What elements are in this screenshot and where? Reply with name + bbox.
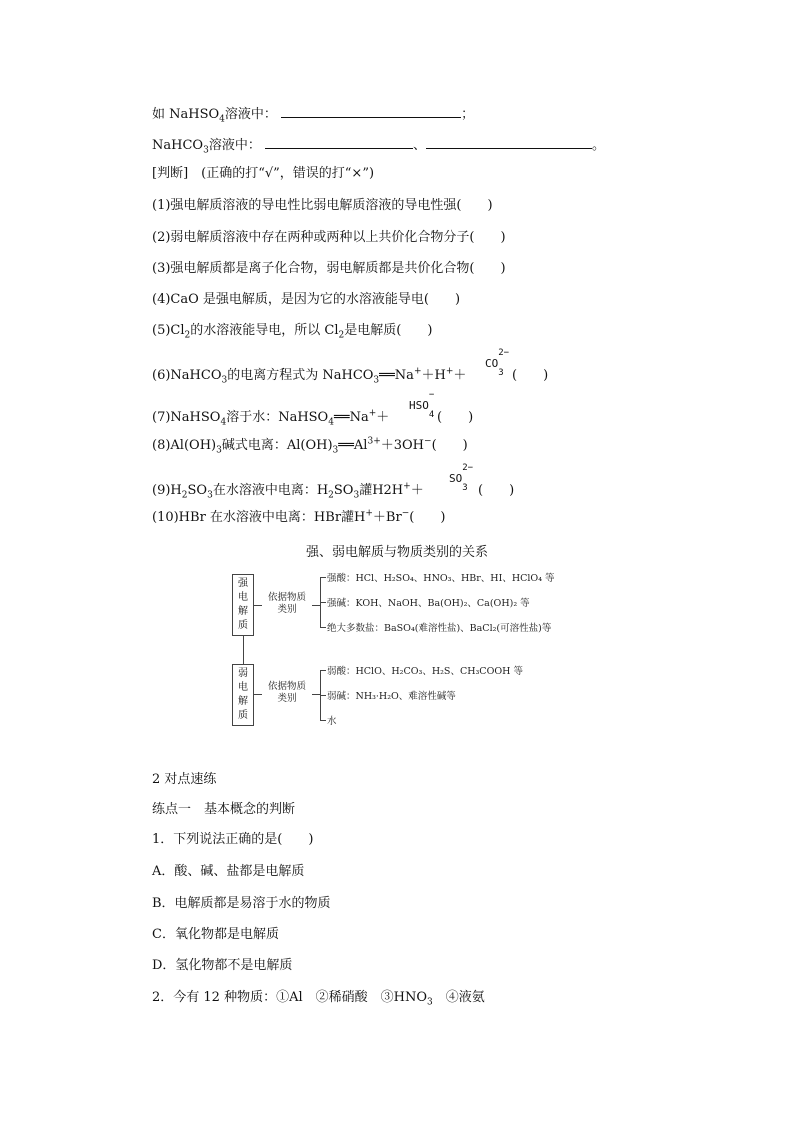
judge-item-7 xyxy=(152,410,389,426)
subscript: 4 xyxy=(220,417,227,428)
text: (9)H xyxy=(152,483,182,498)
judge-item-7-paren: ( ) xyxy=(437,410,474,425)
subscript: 2 xyxy=(184,330,191,341)
answer-blank[interactable] xyxy=(265,136,413,149)
weak-acid-item: 弱酸：HClO、H₂CO₃、H₂S、CH₃COOH 等 xyxy=(327,666,523,677)
text: 类别 xyxy=(277,693,297,704)
text: 电 xyxy=(238,592,248,603)
text: 溶液中： xyxy=(224,107,277,122)
text: (10)HBr 在水溶液中电离：HBr讙H xyxy=(152,510,366,525)
text: ④液氨 xyxy=(432,990,485,1005)
connector-line xyxy=(312,694,320,695)
salt-item: 绝大多数盐：BaSO₄(难溶性盐)、BaCl₂(可溶性盐)等 xyxy=(327,623,552,634)
text: ( ) xyxy=(409,510,446,525)
text: 强 xyxy=(238,578,248,589)
text: ； xyxy=(461,107,475,122)
text: SO xyxy=(449,472,463,485)
text: ＋Br xyxy=(372,510,402,525)
text: 是电解质( ) xyxy=(344,323,433,338)
subscript: 3 xyxy=(216,445,222,456)
subscript: 3 xyxy=(427,997,433,1008)
subscript: 3 xyxy=(353,490,360,501)
option-a: A．酸、碱、盐都是电解质 xyxy=(152,864,305,879)
basis-label-weak xyxy=(262,681,312,705)
text: 、 xyxy=(412,138,426,153)
text: NaHCO xyxy=(152,138,204,153)
connector-line xyxy=(320,627,326,628)
text: 。 xyxy=(591,138,605,153)
option-d: D．氢化物都不是电解质 xyxy=(152,958,293,973)
judge-header: [判断] (正确的打“√”，错误的打“×”) xyxy=(152,166,375,181)
connector-line xyxy=(254,694,262,695)
connector-line xyxy=(320,670,326,671)
answer-blank[interactable] xyxy=(281,105,461,118)
question-1: 1．下列说法正确的是( ) xyxy=(152,832,314,847)
figure-title: 强、弱电解质与物质类别的关系 xyxy=(305,545,488,560)
weak-electrolyte-box xyxy=(232,664,254,726)
text: 溶于水：NaHSO xyxy=(226,410,329,425)
subscript: 3 xyxy=(498,368,504,379)
nahco3-line xyxy=(152,136,605,154)
strong-electrolyte-box xyxy=(232,574,254,636)
text: 的水溶液能导电，所以 Cl xyxy=(190,323,339,338)
subscript: 2 xyxy=(338,330,345,341)
judge-item-6 xyxy=(152,368,466,384)
connector-line xyxy=(312,605,320,606)
text: ＋ xyxy=(376,410,390,425)
water-item: 水 xyxy=(327,716,337,727)
superscript: + xyxy=(365,508,373,519)
subscript: 3 xyxy=(373,375,380,386)
text: SO xyxy=(187,483,208,498)
text: 在水溶液中电离：H xyxy=(212,483,329,498)
judge-item-10 xyxy=(152,510,445,526)
superscript: + xyxy=(445,366,454,377)
strong-acid-item: 强酸：HCl、H₂SO₄、HNO₃、HBr、HI、HClO₄ 等 xyxy=(327,573,555,584)
text: CO xyxy=(485,357,499,370)
subscript: 3 xyxy=(221,375,228,386)
subscript: 2 xyxy=(328,490,334,501)
connector-line xyxy=(320,602,326,603)
text: ＋H xyxy=(421,368,446,383)
judge-item-3: (3)强电解质都是离子化合物，弱电解质都是共价化合物( ) xyxy=(152,261,506,276)
electrolyte-classification-diagram xyxy=(228,566,578,732)
text: 电 xyxy=(238,682,248,693)
text: (7)NaHSO xyxy=(152,410,221,425)
subscript: 2 xyxy=(181,490,188,501)
connector-line xyxy=(320,720,326,721)
text: 如 NaHSO xyxy=(152,107,220,122)
judge-item-4: (4)CaO 是强电解质，是因为它的水溶液能导电( ) xyxy=(152,292,461,307)
judge-item-8 xyxy=(152,438,468,454)
text: ＋ xyxy=(410,483,424,498)
option-b: B．电解质都是易溶于水的物质 xyxy=(152,896,331,911)
text: (6)NaHCO xyxy=(152,368,222,383)
basis-label-strong xyxy=(262,592,312,616)
text: 解 xyxy=(238,606,248,617)
judge-item-9 xyxy=(152,483,424,499)
text: 讙H2H xyxy=(359,483,404,498)
subscript: 4 xyxy=(328,417,334,428)
text: ＋3OH xyxy=(380,438,425,453)
subscript: 4 xyxy=(428,410,435,421)
subscript: 4 xyxy=(219,114,225,125)
text: ══Na xyxy=(333,410,369,425)
judge-item-5 xyxy=(152,323,432,339)
sulfite-ion: SO 2− $_3$ xyxy=(449,463,474,494)
superscript: + xyxy=(368,408,377,419)
option-c: C．氧化物都是电解质 xyxy=(152,927,279,942)
text: 依据物质 xyxy=(267,592,306,603)
subscript: 3 xyxy=(332,445,339,456)
connector-line xyxy=(254,605,262,606)
text: (5)Cl xyxy=(152,323,185,338)
question-2 xyxy=(152,990,485,1006)
text: ( ) xyxy=(431,438,468,453)
text: 解 xyxy=(238,696,248,707)
superscript: − xyxy=(424,436,432,447)
superscript: − xyxy=(401,508,410,519)
subscript: 3 xyxy=(462,483,468,494)
text: 碱式电离：Al(OH) xyxy=(221,438,333,453)
section-heading: 2 对点速练 xyxy=(152,772,217,787)
subscript: 3 xyxy=(207,490,213,501)
text: 2．今有 12 种物质：①Al ②稀硝酸 ③HNO xyxy=(152,990,427,1005)
carbonate-ion: CO 2− $_3$ xyxy=(485,348,510,379)
text: 质 xyxy=(238,710,248,721)
superscript: + xyxy=(413,366,422,377)
subsection-heading: 练点一 基本概念的判断 xyxy=(152,802,296,817)
superscript: 3+ xyxy=(367,436,381,447)
judge-item-1: (1)强电解质溶液的导电性比弱电解质溶液的导电性强( ) xyxy=(152,198,493,213)
text: 类别 xyxy=(277,604,297,615)
superscript: + xyxy=(403,481,411,492)
text: (8)Al(OH) xyxy=(152,438,217,453)
judge-item-2: (2)弱电解质溶液中存在两种或两种以上共价化合物分子( ) xyxy=(152,230,506,245)
text: ══Al xyxy=(338,438,368,453)
nahso4-line xyxy=(152,105,474,123)
connector-line xyxy=(320,577,326,578)
text: 质 xyxy=(238,620,248,631)
text: ＋ xyxy=(453,368,467,383)
connector-line xyxy=(320,695,326,696)
text: 溶液中： xyxy=(208,138,261,153)
text: SO xyxy=(333,483,354,498)
answer-blank[interactable] xyxy=(426,136,592,149)
text: 的电离方程式为 NaHCO xyxy=(227,368,374,383)
text: HSO xyxy=(409,399,429,412)
subscript: 3 xyxy=(203,145,209,156)
text: ══Na xyxy=(379,368,414,383)
text: 弱 xyxy=(238,668,248,679)
judge-item-6-paren: ( ) xyxy=(512,368,549,383)
judge-item-9-paren: ( ) xyxy=(478,483,515,498)
strong-base-item: 强碱：KOH、NaOH、Ba(OH)₂、Ca(OH)₂ 等 xyxy=(327,598,530,609)
hydrogen-sulfate-ion: HSO − $_4$ xyxy=(409,390,435,421)
weak-base-item: 弱碱：NH₃·H₂O、难溶性碱等 xyxy=(327,691,456,702)
text: 依据物质 xyxy=(267,681,306,692)
connector-line xyxy=(243,636,244,664)
